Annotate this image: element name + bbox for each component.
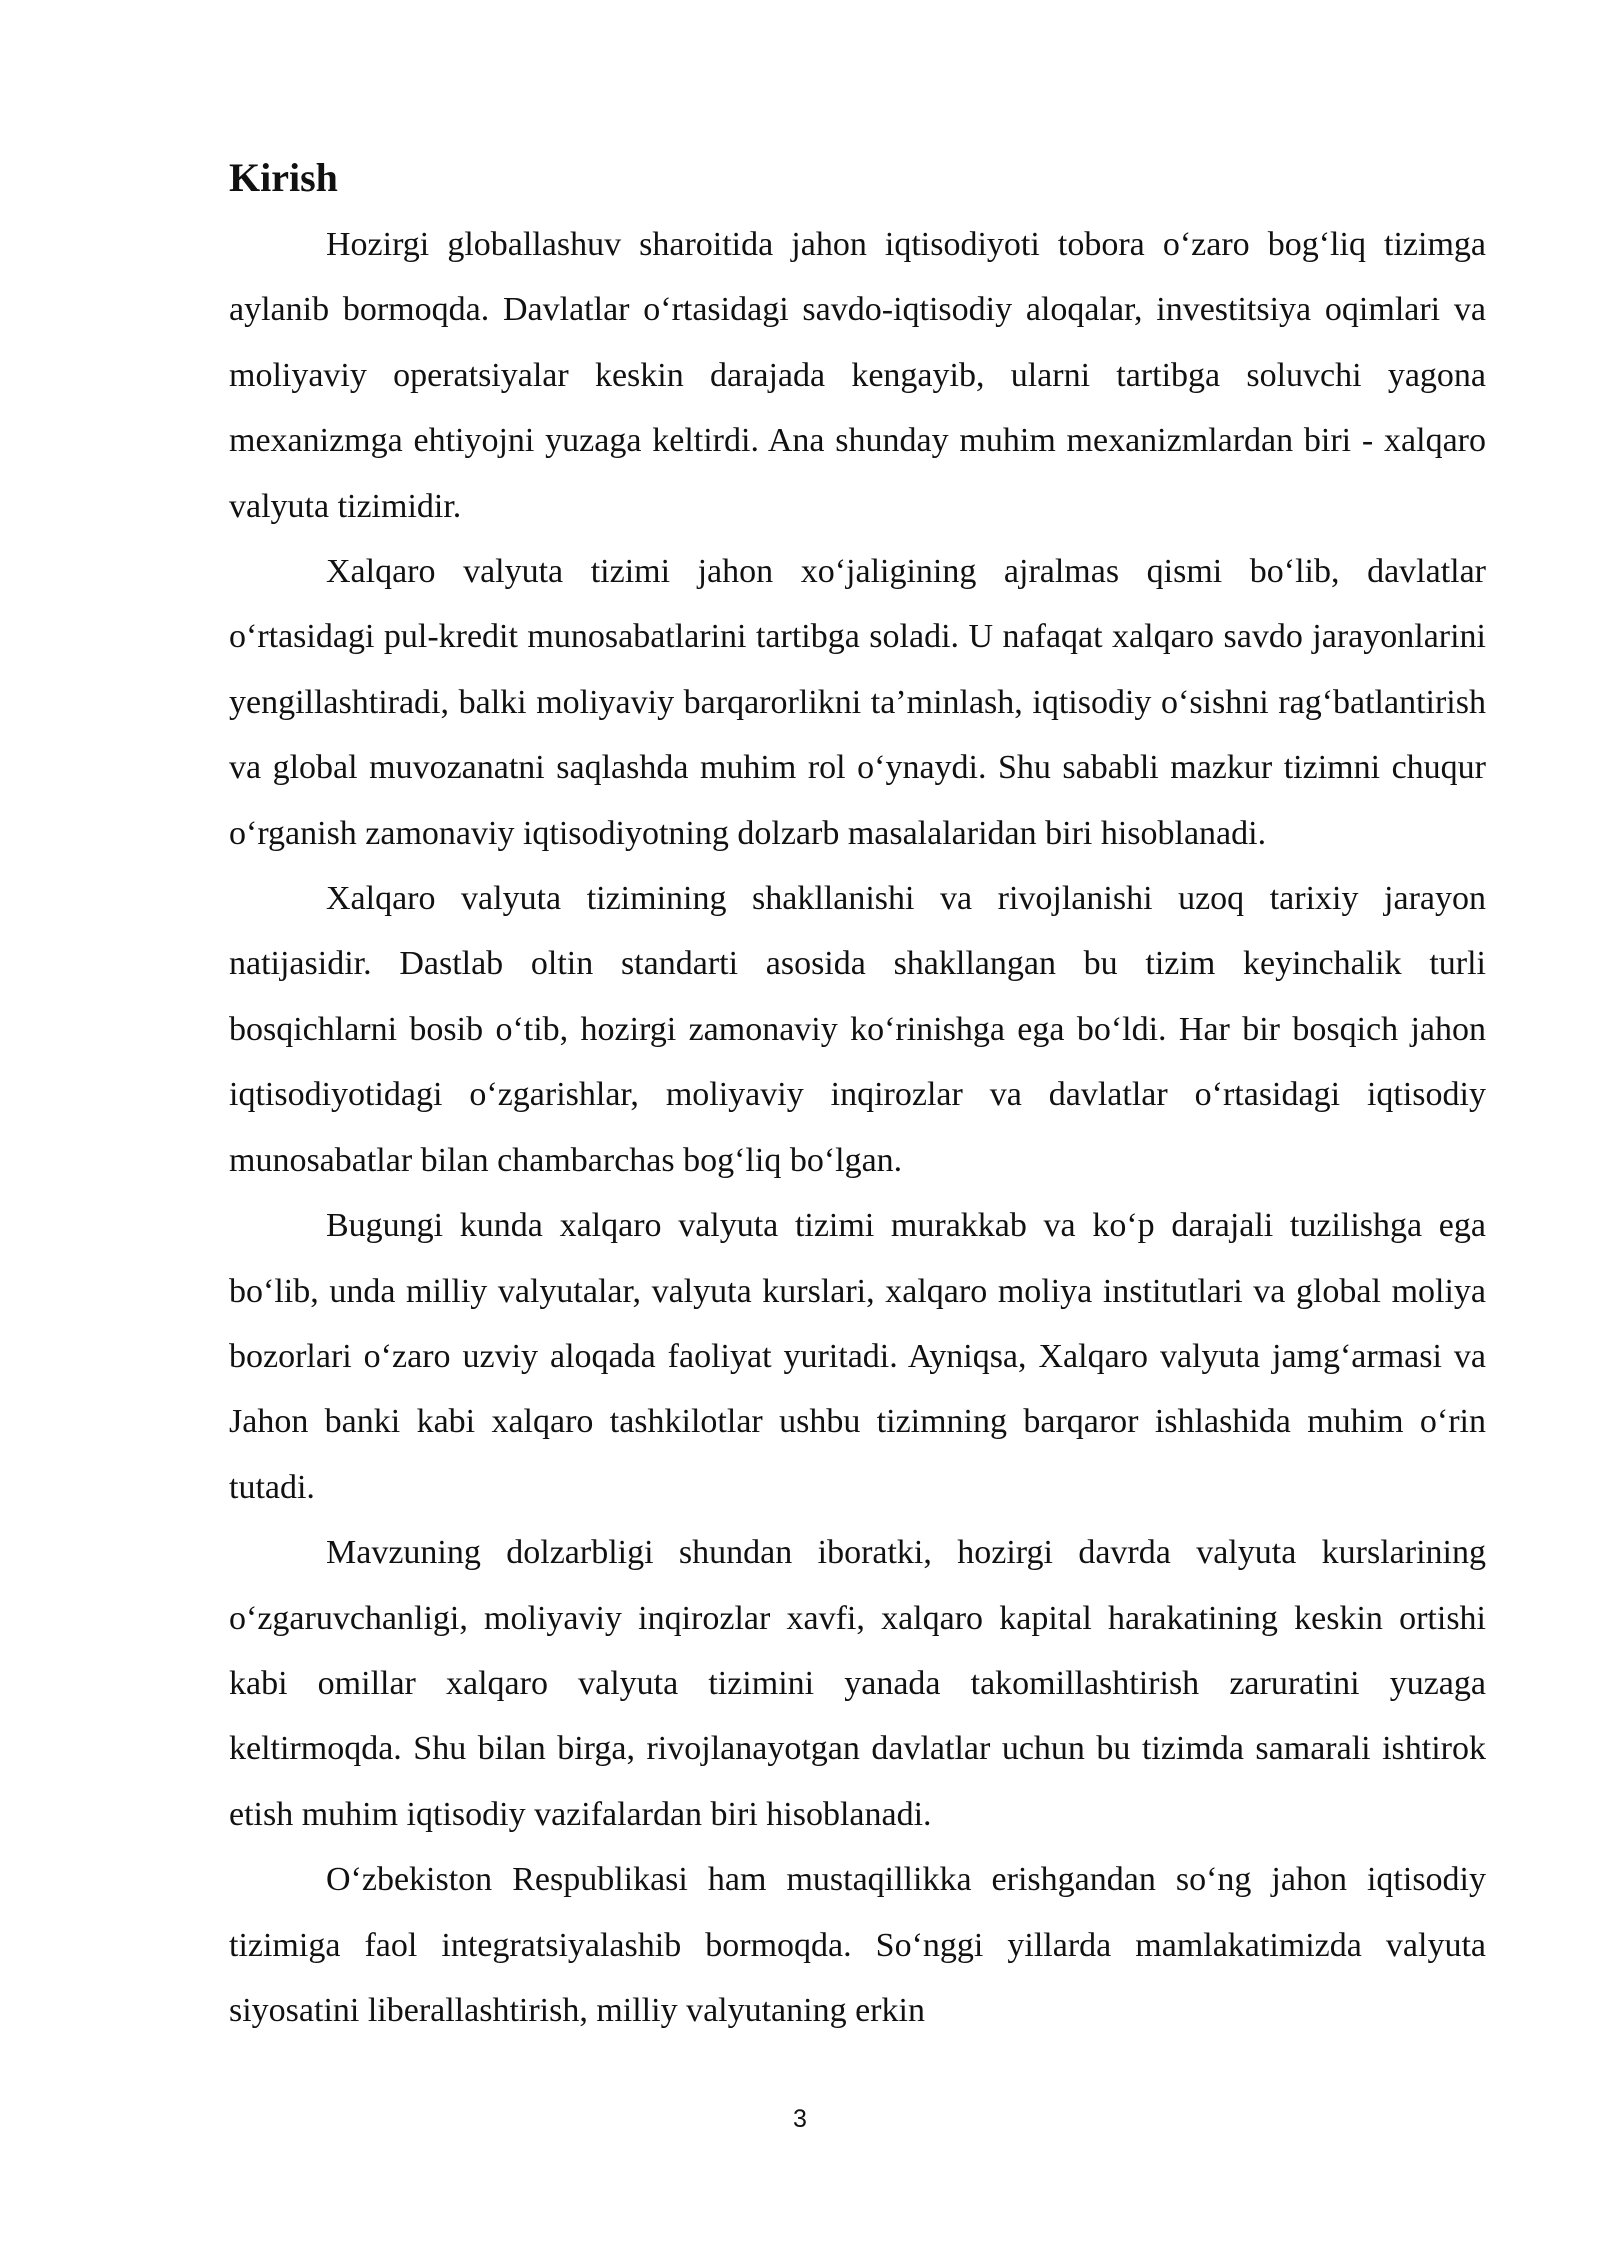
page-number: 3 — [793, 2105, 807, 2133]
paragraph-1: Hozirgi globallashuv sharoitida jahon iqtisodiyoti tobora o‘zaro bog‘liq tizimga aylanib bormoqda. Davlatlar o‘rtasidagi savdo-iqtisodiy aloqalar, investitsiya oqimlari va moliyaviy operatsiyalar keskin darajada kengayib, ularni tartibga soluvchi yagona mexanizmga ehtiyojni yuzaga keltirdi. Ana shunday muhim mexanizmlardan biri - xalqaro valyuta tizimidir. — [229, 226, 1486, 525]
paragraph-2: Xalqaro valyuta tizimi jahon xo‘jaligining ajralmas qismi bo‘lib, davlatlar o‘rtasidagi pul-kredit munosabatlarini tartibga soladi. U nafaqat xalqaro savdo jarayonlarini yengillashtiradi, balki moliyaviy barqarorlikni ta’minlash, iqtisodiy o‘sishni rag‘batlantirish va global muvozanatni saqlashda muhim rol o‘ynaydi. Shu sababli mazkur tizimni chuqur o‘rganish zamonaviy iqtisodiyotning dolzarb masalalaridan biri hisoblanadi. — [229, 553, 1486, 852]
paragraph-6: O‘zbekiston Respublikasi ham mustaqillikka erishgandan so‘ng jahon iqtisodiy tizimiga faol integratsiyalashib bormoqda. So‘nggi yillarda mamlakatimizda valyuta siyosatini liberallashtirish, milliy valyutaning erkin — [229, 1861, 1486, 2029]
paragraph-5: Mavzuning dolzarbligi shundan iboratki, hozirgi davrda valyuta kurslarining o‘zgaruvchanligi, moliyaviy inqirozlar xavfi, xalqaro kapital harakatining keskin ortishi kabi omillar xalqaro valyuta tizimini yanada takomillashtirish zaruratini yuzaga keltirmoqda. Shu bilan birga, rivojlanayotgan davlatlar uchun bu tizimda samarali ishtirok etish muhim iqtisodiy vazifalardan biri hisoblanadi. — [229, 1534, 1486, 1833]
paragraph-4: Bugungi kunda xalqaro valyuta tizimi murakkab va ko‘p darajali tuzilishga ega bo‘lib, unda milliy valyutalar, valyuta kurslari, xalqaro moliya institutlari va global moliya bozorlari o‘zaro uzviy aloqada faoliyat yuritadi. Ayniqsa, Xalqaro valyuta jamg‘armasi va Jahon banki kabi xalqaro tashkilotlar ushbu tizimning barqaror ishlashida muhim o‘rin tutadi. — [229, 1207, 1486, 1506]
paragraph-3: Xalqaro valyuta tizimining shakllanishi va rivojlanishi uzoq tarixiy jarayon natijasidir. Dastlab oltin standarti asosida shakllangan bu tizim keyinchalik turli bosqichlarni bosib o‘tib, hozirgi zamonaviy ko‘rinishga ega bo‘ldi. Har bir bosqich jahon iqtisodiyotidagi o‘zgarishlar, moliyaviy inqirozlar va davlatlar o‘rtasidagi iqtisodiy munosabatlar bilan chambarchas bog‘liq bo‘lgan. — [229, 880, 1486, 1179]
section-heading: Kirish — [229, 155, 338, 200]
page-content — [229, 150, 1486, 2043]
